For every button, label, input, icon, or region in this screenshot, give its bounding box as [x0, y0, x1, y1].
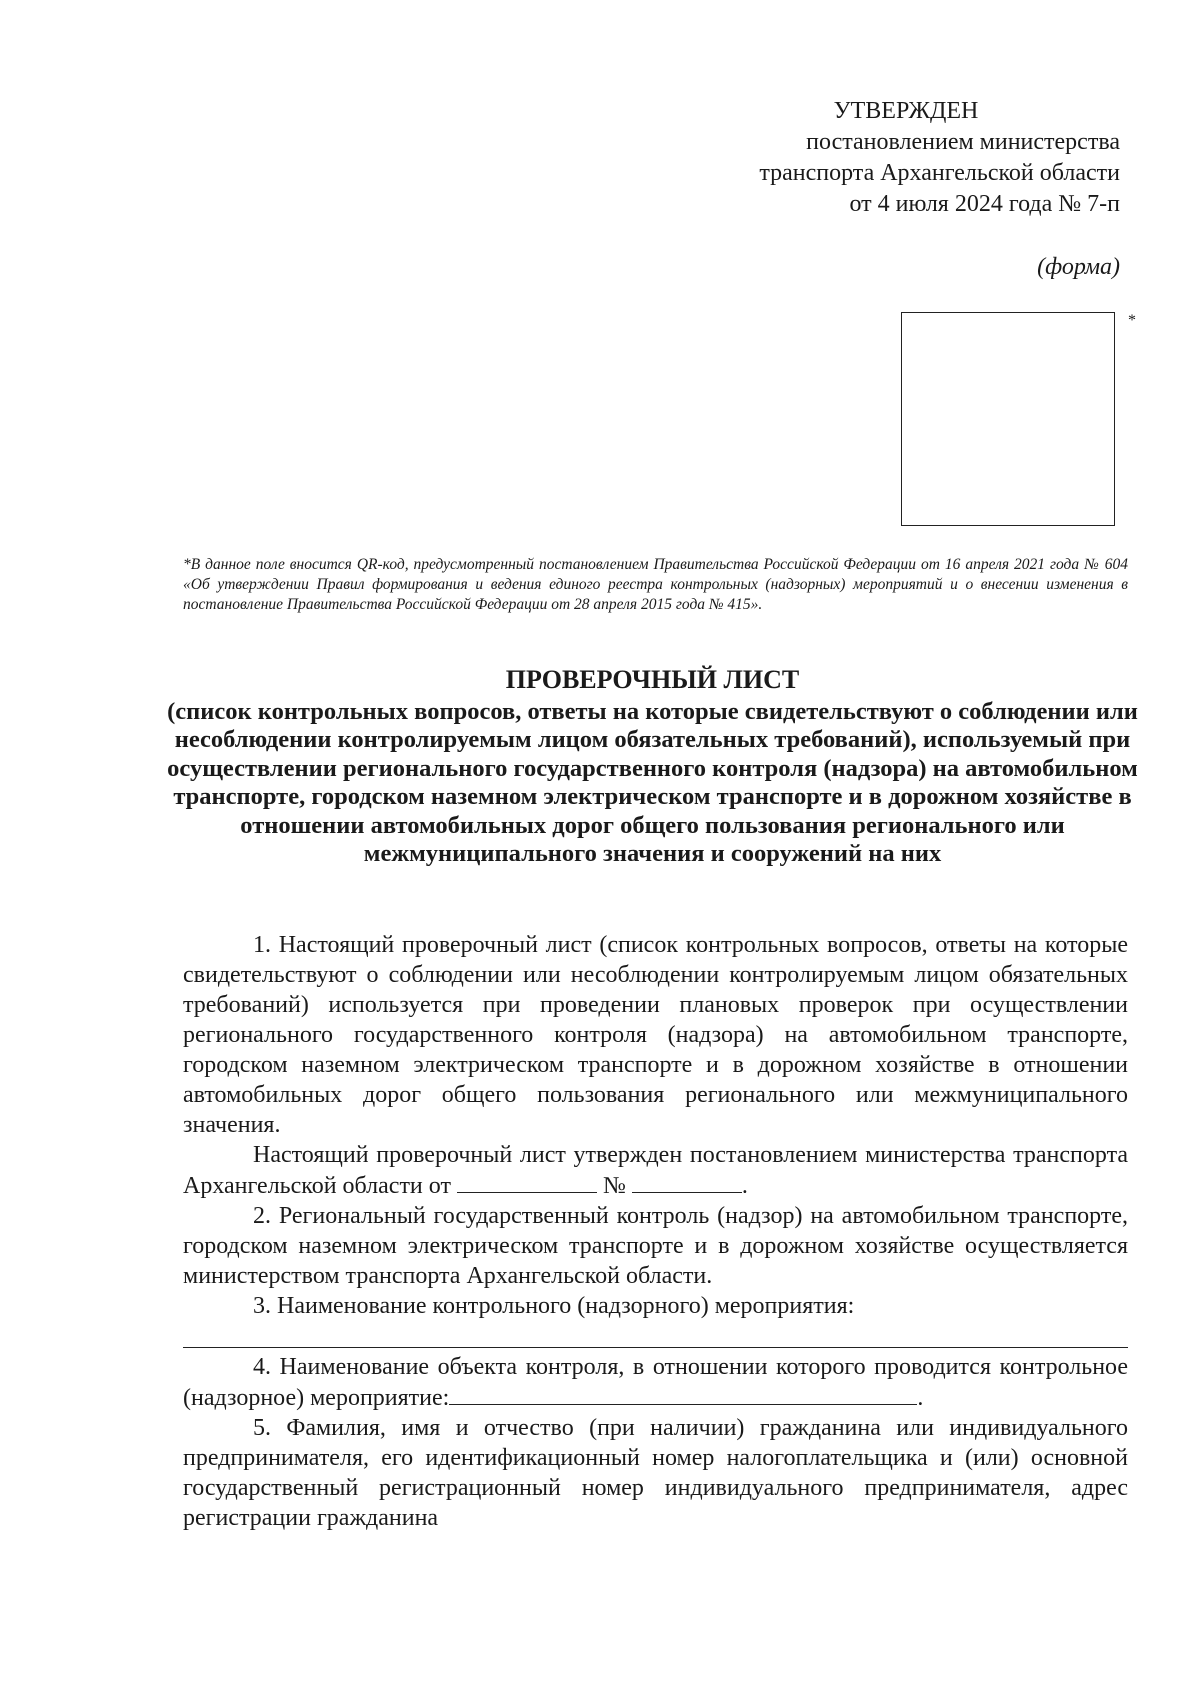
paragraph-4-text: 4. Наименование объекта контроля, в отношении которого проводится контрольное (надзорное) мероприятие: — [183, 1354, 1128, 1411]
approval-title: УТВЕРЖДЕН — [833, 98, 979, 124]
paragraph-3: 3. Наименование контрольного (надзорного) мероприятия: — [253, 1293, 855, 1319]
paragraph-1b — [183, 1140, 1128, 1201]
qr-code-placeholder — [901, 312, 1115, 526]
paragraph-2: 2. Региональный государственный контроль (надзор) на автомобильном транспорте, городском наземном электрическом транспорте и в дорожном хозяйстве осуществляется министерством транспорта Архангельской области. — [183, 1203, 1128, 1289]
document-title: ПРОВЕРОЧНЫЙ ЛИСТ — [505, 665, 800, 694]
approval-line-2: транспорта Архангельской области — [759, 160, 1120, 186]
document-subtitle: (список контрольных вопросов, ответы на которые свидетельствуют о соблюдении или несоблюдении контролируемым лицом обязательных требований), используемый при осуществлении регионального государственного контроля (надзора) на автомобильном транспорте, городском наземном электрическом транспорте и в дорожном хозяйстве в отношении автомобильных дорог общего пользования регионального или межмуниципального значения и сооружений на них — [167, 697, 1138, 867]
qr-footnote-marker: * — [1128, 312, 1136, 329]
control-object-blank — [449, 1382, 917, 1405]
paragraph-4 — [183, 1352, 1128, 1413]
paragraph-4-end: . — [917, 1385, 924, 1411]
number-sign: № — [602, 1173, 626, 1199]
qr-footnote: *В данное поле вносится QR-код, предусмотренный постановлением Правительства Российской Федерации от 16 апреля 2021 года № 604 «Об утверждении Правил формирования и ведения единого реестра контрольных (надзорных) мероприятий и о внесении изменения в постановление Правительства Российской Федерации от 28 апреля 2015 года № 415». — [183, 556, 1128, 613]
date-blank — [457, 1170, 597, 1193]
paragraph-1: 1. Настоящий проверочный лист (список контрольных вопросов, ответы на которые свидетельствуют о соблюдении или несоблюдении контролируемым лицом обязательных требований) используется при проведении плановых проверок при осуществлении регионального государственного контроля (надзора) на автомобильном транспорте, городском наземном электрическом транспорте и в дорожном хозяйстве в отношении автомобильных дорог общего пользования регионального или межмуниципального значения. — [183, 932, 1128, 1138]
approval-line-1: постановлением министерства — [806, 129, 1120, 155]
document-body — [183, 930, 1128, 1533]
event-name-blank — [183, 1321, 1128, 1348]
approval-block — [630, 96, 1120, 220]
paragraph-1b-text: Настоящий проверочный лист утвержден постановлением министерства транспорта Архангельской области от — [183, 1142, 1128, 1199]
paragraph-1b-end: . — [741, 1173, 748, 1199]
number-blank — [632, 1170, 742, 1193]
form-label: (форма) — [1037, 254, 1120, 280]
approval-line-3: от 4 июля 2024 года № 7-п — [849, 191, 1120, 217]
document-heading — [160, 666, 1145, 869]
paragraph-5: 5. Фамилия, имя и отчество (при наличии) гражданина или индивидуального предпринимателя, его идентификационный номер налогоплательщика и (или) основной государственный регистрационный номер индивидуального предпринимателя, адрес регистрации гражданина — [183, 1415, 1128, 1531]
